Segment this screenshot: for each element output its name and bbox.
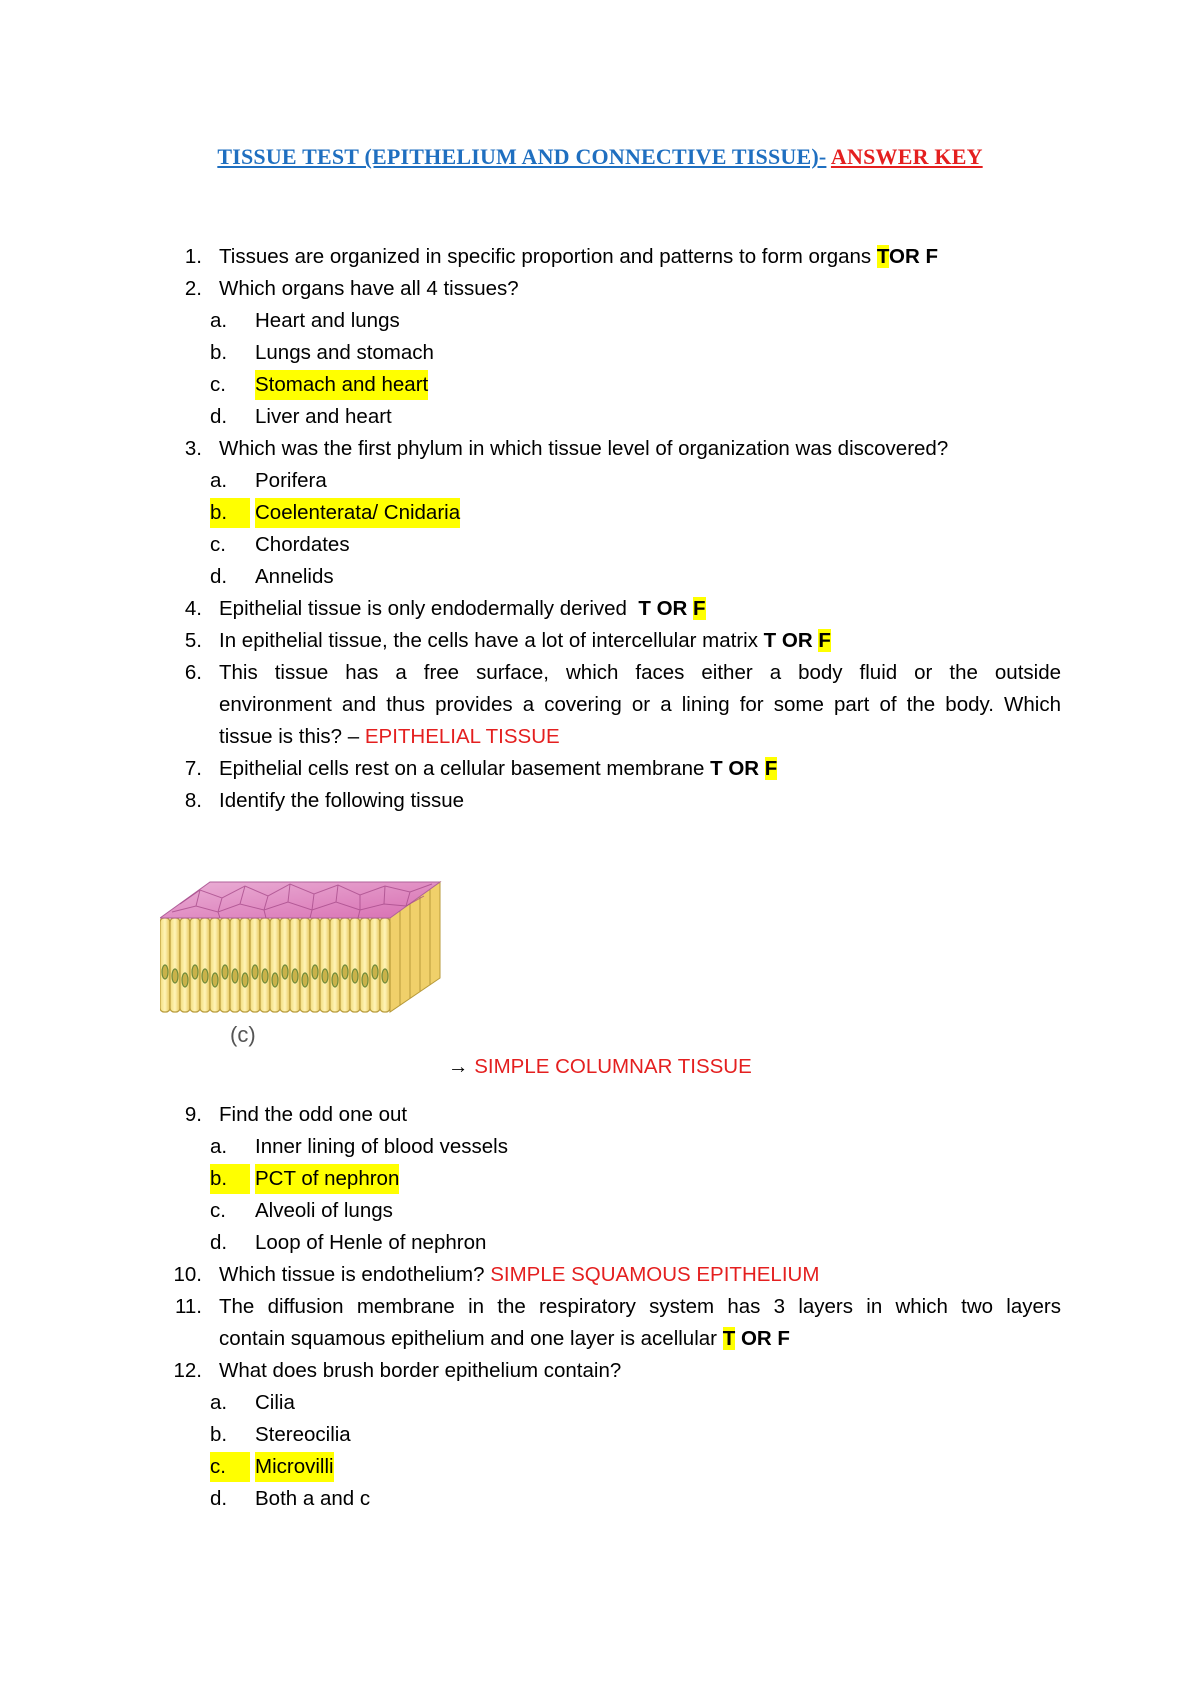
tf-rest: OR F (889, 245, 938, 268)
option-text: Chordates (255, 533, 350, 556)
option-letter: c. (210, 1452, 250, 1482)
column-cell (210, 918, 220, 1012)
cell-nucleus (372, 965, 378, 979)
q-text: Identify the following tissue (219, 789, 464, 812)
cell-nucleus (252, 965, 258, 979)
cell-nucleus (362, 973, 368, 987)
option-letter: d. (210, 565, 228, 588)
cell-nucleus (282, 965, 288, 979)
option-text: Both a and c (255, 1487, 371, 1510)
question-11 (0, 1292, 1200, 1322)
option-text: Alveoli of lungs (255, 1199, 393, 1222)
q-number: 10. (173, 1263, 202, 1286)
cell-nucleus (172, 969, 178, 983)
option-text: PCT of nephron (255, 1164, 399, 1194)
columnar-epithelium-figure (160, 860, 460, 1050)
tf-rest: T OR (638, 597, 688, 620)
option-text: Heart and lungs (255, 309, 400, 332)
q-text: Epithelial tissue is only endodermally derived (219, 597, 627, 620)
option-letter: d. (210, 1487, 228, 1510)
q-text-line2: contain squamous epithelium and one layer is acellular (219, 1327, 717, 1350)
cell-nucleus (322, 969, 328, 983)
option-text: Loop of Henle of nephron (255, 1231, 487, 1254)
option-letter: b. (210, 341, 228, 364)
column-cell (200, 918, 210, 1012)
option-text: Liver and heart (255, 405, 392, 428)
column-cell (360, 918, 370, 1012)
answer-false: F (764, 757, 778, 780)
cell-nucleus (342, 965, 348, 979)
answer-false: F (693, 597, 706, 620)
q-number: 8. (184, 789, 202, 812)
cell-nucleus (232, 969, 238, 983)
cell-nucleus (302, 973, 308, 987)
q-text: Find the odd one out (219, 1103, 408, 1126)
option-text: Coelenterata/ Cnidaria (255, 498, 460, 528)
column-cell (330, 918, 340, 1012)
cell-nucleus (312, 965, 318, 979)
q-text-line2: environment and thus provides a covering or a lining for some part of the body. Which (219, 693, 1061, 716)
column-cell (290, 918, 300, 1012)
cell-nucleus (292, 969, 298, 983)
cell-nucleus (182, 973, 188, 987)
q-number: 11. (175, 1295, 202, 1318)
option-letter: a. (210, 1135, 228, 1158)
answer-false: F (818, 629, 831, 652)
cell-nucleus (352, 969, 358, 983)
q-number: 2. (184, 277, 202, 300)
q-text: Which tissue is endothelium? (219, 1263, 485, 1286)
option-text: Stomach and heart (255, 370, 428, 400)
q8-answer (448, 1052, 752, 1082)
answer-true: T (722, 1327, 736, 1350)
q-number: 5. (184, 629, 202, 652)
cell-nucleus (162, 965, 168, 979)
option-text: Cilia (255, 1391, 295, 1414)
cell-nucleus (272, 973, 278, 987)
tf-rest: T OR (763, 629, 813, 652)
column-cell (260, 918, 270, 1012)
q-text: Which was the first phylum in which tissue level of organization was discovered? (219, 437, 949, 460)
q-text: What does brush border epithelium contain? (219, 1359, 622, 1382)
cell-nucleus (242, 973, 248, 987)
q-number: 6. (184, 661, 202, 684)
option-text: Inner lining of blood vessels (255, 1135, 508, 1158)
answer-text: SIMPLE SQUAMOUS EPITHELIUM (490, 1263, 820, 1286)
q-text-line3: tissue is this? – (219, 725, 360, 748)
question-6 (0, 658, 1200, 688)
column-cell (270, 918, 280, 1012)
column-cell (240, 918, 250, 1012)
option-letter: d. (210, 405, 228, 428)
q-number: 9. (184, 1103, 202, 1126)
option-letter: c. (210, 533, 226, 556)
title-answer-key: ANSWER KEY (830, 144, 983, 169)
page-title (0, 144, 1200, 170)
q-text: In epithelial tissue, the cells have a lot of intercellular matrix (219, 629, 758, 652)
answer-true: T (876, 245, 890, 268)
option-letter: c. (210, 373, 226, 396)
column-cell (170, 918, 180, 1012)
cell-nucleus (212, 973, 218, 987)
title-main: TISSUE TEST (EPITHELIUM AND CONNECTIVE TISSUE)- (217, 144, 827, 169)
option-letter: a. (210, 1391, 228, 1414)
column-cell (350, 918, 360, 1012)
cell-nucleus (192, 965, 198, 979)
q-number: 4. (184, 597, 202, 620)
q-number: 7. (184, 757, 202, 780)
column-cell (320, 918, 330, 1012)
column-cell (180, 918, 190, 1012)
cell-nucleus (262, 969, 268, 983)
q-text: Which organs have all 4 tissues? (219, 277, 519, 300)
option-letter: b. (210, 498, 250, 528)
option-letter: d. (210, 1231, 228, 1254)
column-cell (300, 918, 310, 1012)
figure-label: (c) (230, 1022, 256, 1047)
q-number: 1. (184, 245, 202, 268)
q-text-line1: The diffusion membrane in the respiratory system has 3 layers in which two layers (219, 1295, 1061, 1318)
answer-text: EPITHELIAL TISSUE (364, 725, 560, 748)
cell-nucleus (332, 973, 338, 987)
q-text: Epithelial cells rest on a cellular basement membrane (219, 757, 705, 780)
option-letter: a. (210, 309, 228, 332)
option-letter: c. (210, 1199, 226, 1222)
option-text: Annelids (255, 565, 334, 588)
option-letter: b. (210, 1164, 250, 1194)
option-text: Microvilli (255, 1452, 334, 1482)
q-text: Tissues are organized in specific proportion and patterns to form organs (219, 245, 872, 268)
tf-rest: OR F (740, 1327, 790, 1350)
question-6-line2 (0, 690, 1200, 720)
option-text: Lungs and stomach (255, 341, 434, 364)
option-text: Stereocilia (255, 1423, 351, 1446)
cell-nucleus (202, 969, 208, 983)
answer-text: SIMPLE COLUMNAR TISSUE (474, 1055, 752, 1078)
cell-nucleus (222, 965, 228, 979)
option-letter: b. (210, 1423, 228, 1446)
column-cell (230, 918, 240, 1012)
option-letter: a. (210, 469, 228, 492)
option-text: Porifera (255, 469, 327, 492)
q-number: 3. (184, 437, 202, 460)
tf-rest: T OR (710, 757, 760, 780)
q-number: 12. (173, 1359, 202, 1382)
cell-nucleus (382, 969, 388, 983)
arrow-icon: → (448, 1055, 469, 1078)
column-cell (380, 918, 390, 1012)
q-text-line1: This tissue has a free surface, which faces either a body fluid or the outside (219, 661, 1061, 684)
